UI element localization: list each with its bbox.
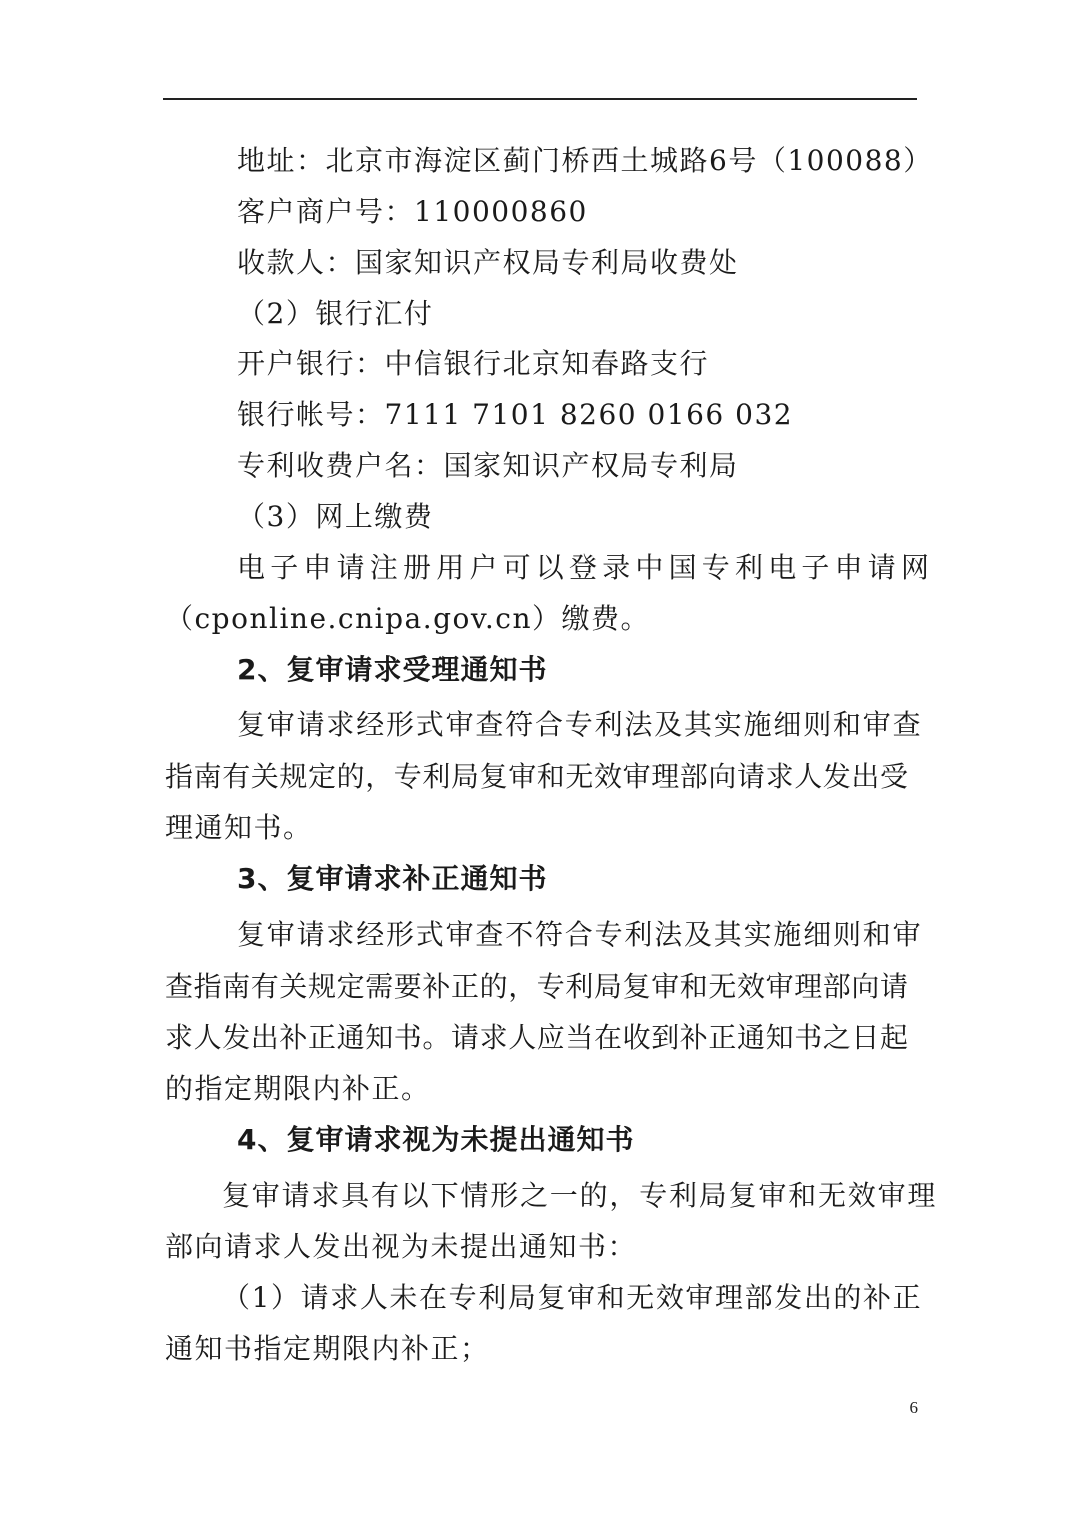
payee-line: 收款人：国家知识产权局专利局收费处 <box>237 246 739 279</box>
section-3-paragraph-line: 查指南有关规定需要补正的，专利局复审和无效审理部向请 <box>165 970 909 1003</box>
merchant-number-line: 客户商户号：110000860 <box>237 195 588 228</box>
section-3-paragraph-line: 的指定期限内补正。 <box>165 1072 431 1105</box>
section-4-paragraph-line: 部向请求人发出视为未提出通知书： <box>165 1230 638 1263</box>
online-payment-title: （3）网上缴费 <box>237 500 434 533</box>
section-2-paragraph-line: 指南有关规定的，专利局复审和无效审理部向请求人发出受 <box>165 760 909 793</box>
section-4-list-item: （1）请求人未在专利局复审和无效审理部发出的补正 <box>222 1281 923 1314</box>
bank-remit-title: （2）银行汇付 <box>237 297 434 330</box>
section-2-paragraph-line: 复审请求经形式审查符合专利法及其实施细则和审查 <box>237 708 923 741</box>
section-3-paragraph-line: 复审请求经形式审查不符合专利法及其实施细则和审 <box>237 918 923 951</box>
section-3-paragraph-line: 求人发出补正通知书。请求人应当在收到补正通知书之日起 <box>165 1021 909 1054</box>
section-3-heading: 3、复审请求补正通知书 <box>237 862 548 895</box>
section-4-list-item-continuation: 通知书指定期限内补正； <box>165 1332 490 1365</box>
address-line: 地址：北京市海淀区蓟门桥西土城路6号（100088） <box>237 144 933 177</box>
section-4-paragraph-line: 复审请求具有以下情形之一的，专利局复审和无效审理 <box>222 1179 938 1212</box>
bank-account-line: 银行帐号：7111 7101 8260 0166 032 <box>237 398 794 431</box>
page-number: 6 <box>909 1398 918 1417</box>
online-payment-line: 电子申请注册用户可以登录中国专利电子申请网 <box>237 551 935 584</box>
account-name-line: 专利收费户名：国家知识产权局专利局 <box>237 449 739 482</box>
bank-name-line: 开户银行：中信银行北京知春路支行 <box>237 347 710 380</box>
section-2-heading: 2、复审请求受理通知书 <box>237 653 548 686</box>
online-payment-url-line: （cponline.cnipa.gov.cn）缴费。 <box>165 602 650 635</box>
section-2-paragraph-line: 理通知书。 <box>165 811 313 844</box>
section-4-heading: 4、复审请求视为未提出通知书 <box>237 1123 635 1156</box>
